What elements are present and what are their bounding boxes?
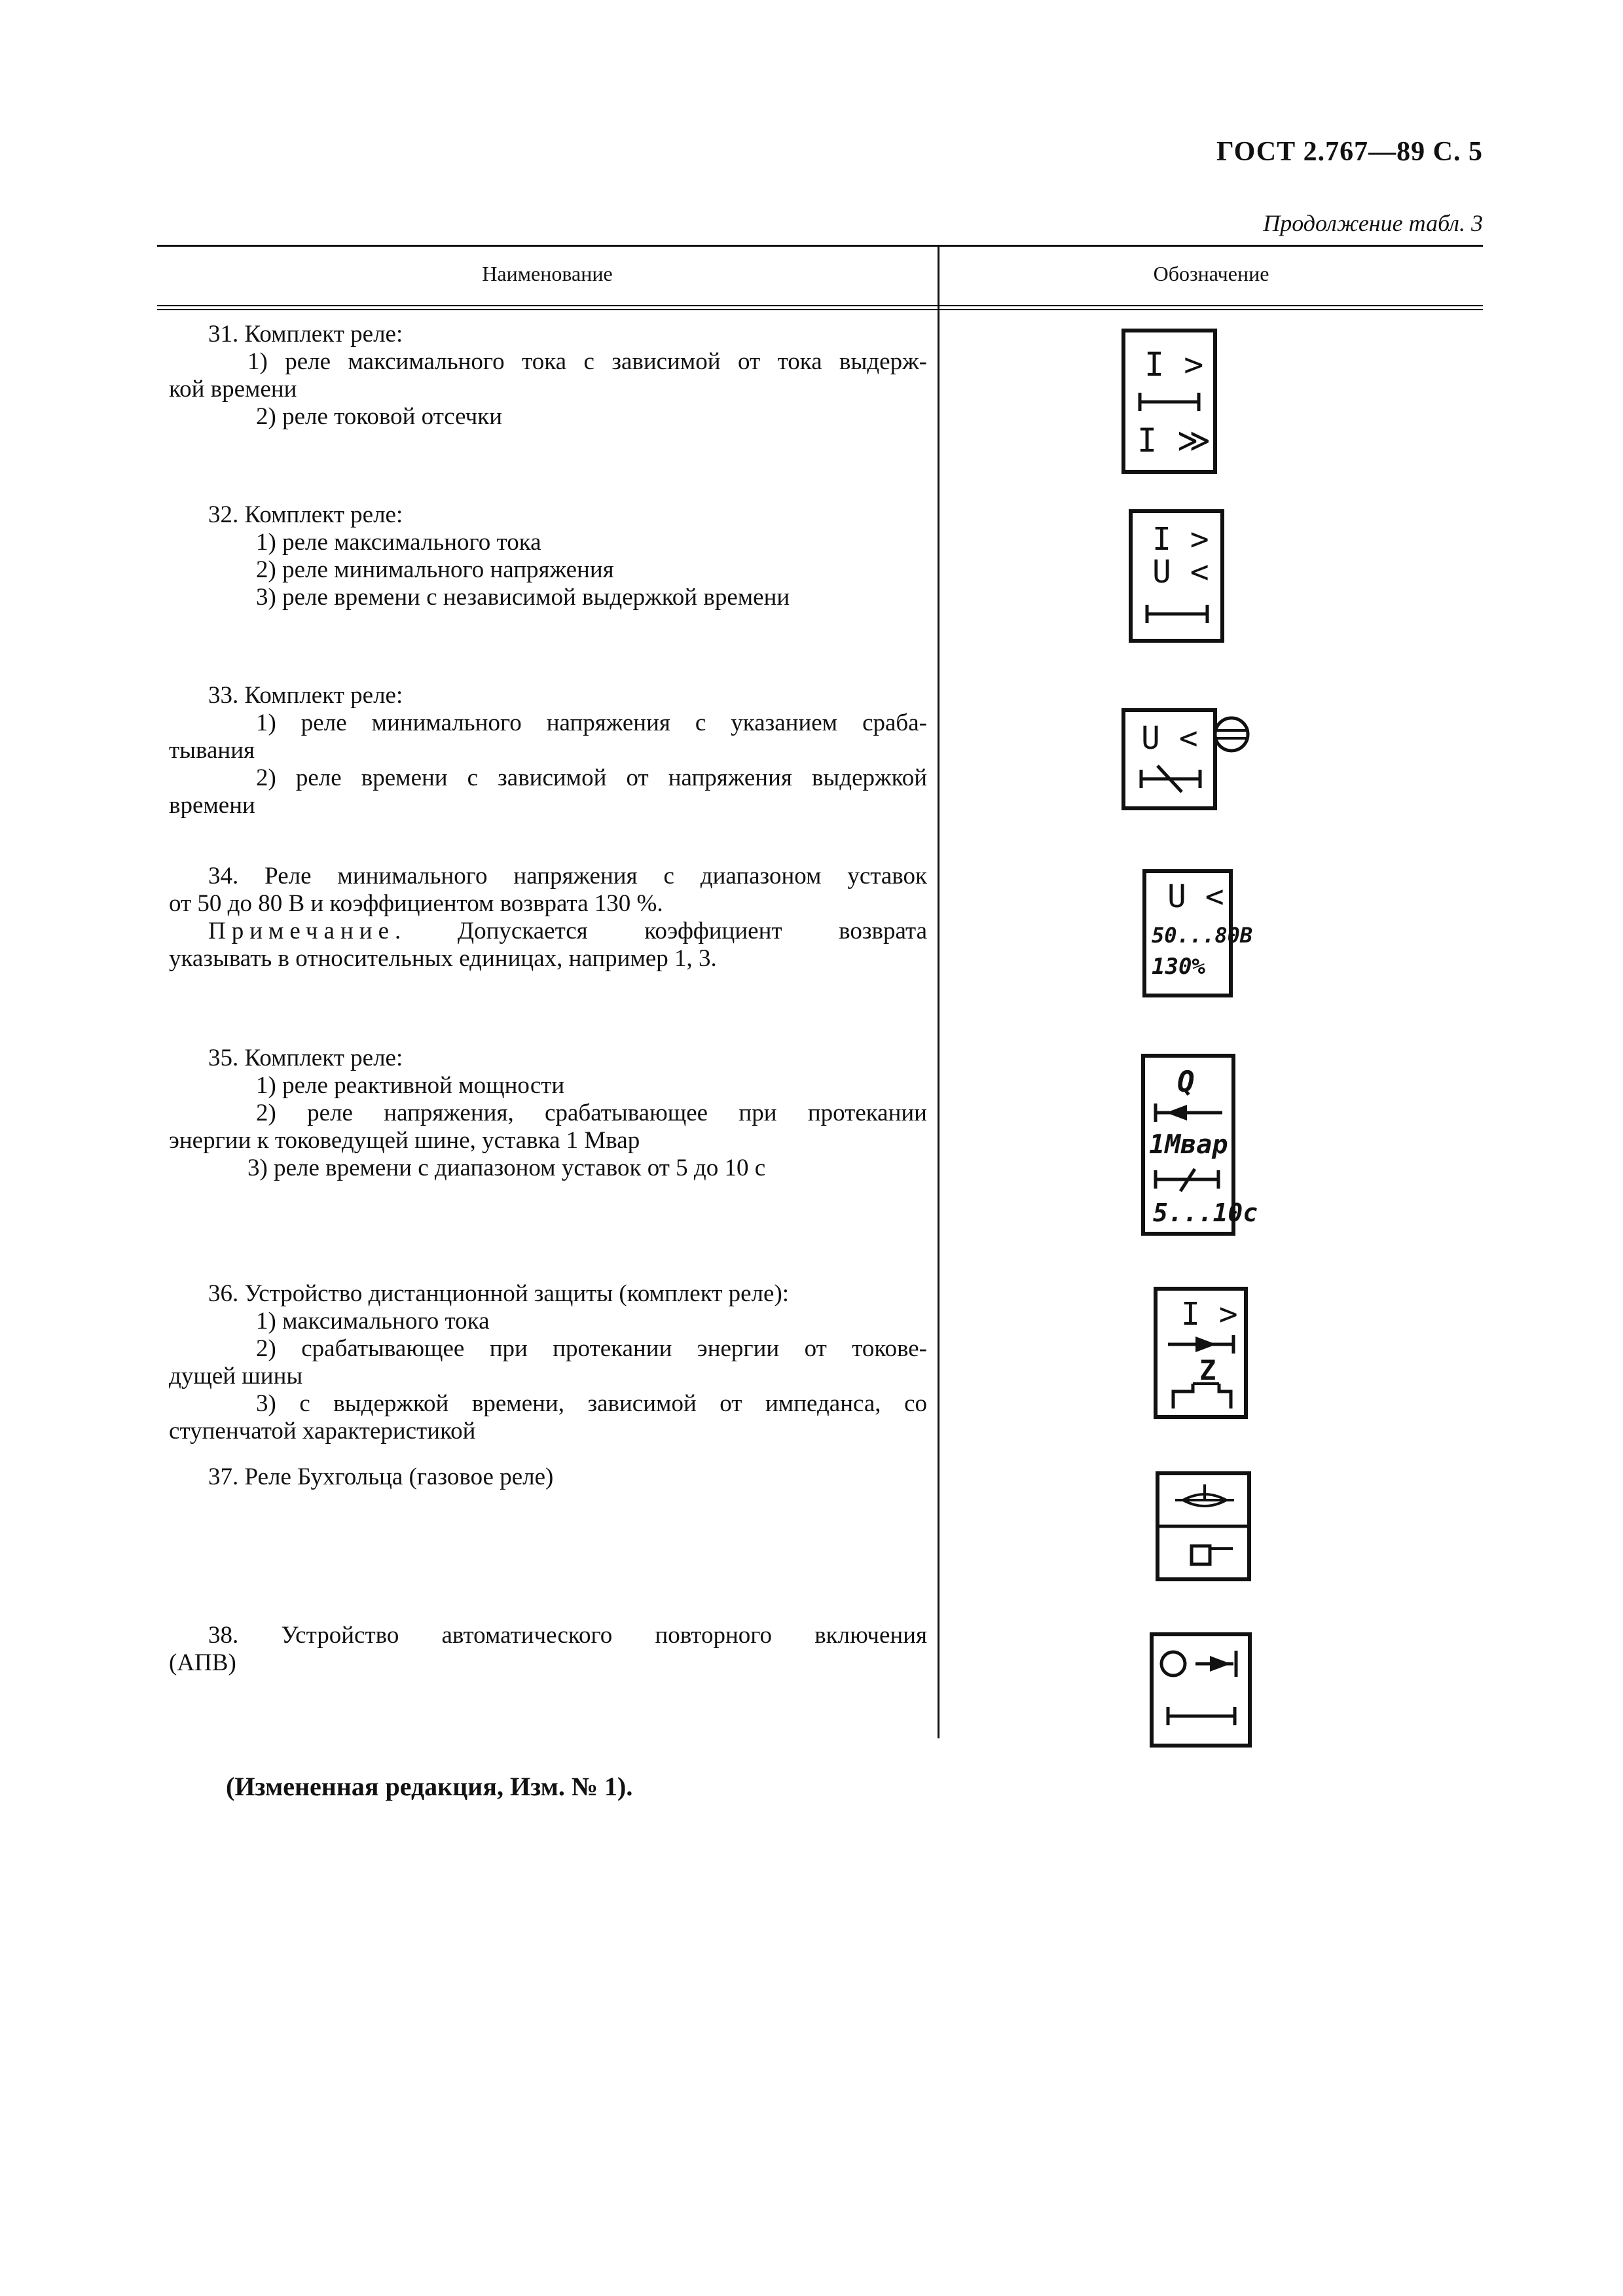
symbol-label: 5...10с	[1153, 1198, 1258, 1227]
amendment-note: (Измененная редакция, Изм. № 1).	[226, 1772, 633, 1801]
row-text-line: 3) реле времени с диапазоном уставок от 5 до 10 с	[247, 1155, 766, 1181]
symbol-label: U <	[1167, 878, 1224, 915]
row-text-line: 37. Реле Бухгольца (газовое реле)	[208, 1463, 554, 1490]
table-continuation-label: Продолжение табл. 3	[1263, 210, 1483, 236]
row-text-line: 38. Устройство автоматического повторного включения	[208, 1622, 927, 1649]
table-row-37	[169, 1463, 927, 1491]
row-text-line: от 50 до 80 В и коэффициентом возврата 130 %.	[169, 890, 663, 917]
row-text-line: 1) реле максимального тока с зависимой от тока выдерж-	[247, 348, 927, 375]
row-note-line: указывать в относительных единицах, например 1, 3.	[169, 945, 717, 972]
reactive-power-relay-set-symbol	[1141, 1054, 1258, 1238]
row-text-line: ступенчатой характеристикой	[169, 1418, 476, 1444]
row-text-line: 2) реле напряжения, срабатывающее при протекании	[256, 1100, 927, 1126]
symbol-label: U <	[1152, 554, 1209, 590]
row-text-line: 33. Комплект реле:	[208, 682, 403, 709]
row-text-line: времени	[169, 792, 255, 819]
table-row-33	[169, 682, 927, 819]
row-text-line: дущей шины	[169, 1363, 303, 1390]
distance-protection-symbol	[1154, 1287, 1252, 1422]
table-top-rule	[157, 245, 1483, 247]
undervoltage-relay-range-symbol	[1142, 869, 1253, 1000]
row-text-line: 1) реле реактивной мощности	[256, 1072, 565, 1099]
row-text-line: 1) реле максимального тока	[256, 529, 541, 556]
row-text-line: (АПВ)	[169, 1649, 236, 1676]
symbol-label: I >	[1181, 1296, 1238, 1333]
row-text-line: 34. Реле минимального напряжения с диапазоном уставок	[208, 863, 927, 889]
symbol-label: I >	[1144, 346, 1204, 384]
row-text-line: 36. Устройство дистанционной защиты (комплект реле):	[208, 1280, 790, 1307]
table-row-36	[169, 1280, 927, 1445]
row-text-line: 32. Комплект реле:	[208, 501, 403, 528]
row-text-line: 1) реле минимального напряжения с указанием сраба-	[256, 709, 927, 736]
row-text-line: 3) с выдержкой времени, зависимой от импеданса, со	[256, 1390, 927, 1417]
symbol-label: Q	[1177, 1066, 1195, 1099]
row-text-line: 2) реле токовой отсечки	[256, 403, 503, 430]
table-row-35	[169, 1045, 927, 1182]
row-note-line	[169, 918, 927, 945]
symbol-label: U <	[1141, 720, 1198, 757]
overcurrent-cutoff-relay-set-symbol	[1122, 329, 1220, 476]
symbol-label: 50...80В	[1152, 923, 1253, 948]
table-row-32	[169, 501, 927, 611]
buchholz-relay-symbol	[1156, 1471, 1254, 1583]
column-header-name: Наименование	[482, 262, 613, 285]
page-header-title: ГОСТ 2.767—89 С. 5	[1216, 137, 1483, 167]
row-text-line: 2) реле минимального напряжения	[256, 556, 614, 583]
note-label: Примечание	[208, 918, 395, 944]
row-text-line: 31. Комплект реле:	[208, 321, 403, 348]
note-text: . Допускается коэффициент возврата	[395, 918, 927, 944]
undervoltage-indicator-relay-set-symbol	[1122, 708, 1259, 813]
row-text-line: кой времени	[169, 376, 297, 403]
symbol-label: I ≫	[1137, 422, 1211, 459]
symbol-label: I >	[1152, 521, 1209, 558]
row-text-line: 2) срабатывающее при протекании энергии от токове-	[256, 1335, 927, 1362]
table-row-38	[169, 1622, 927, 1677]
table-row-31	[169, 321, 927, 431]
column-divider	[938, 245, 939, 1738]
row-text-line: 1) максимального тока	[256, 1308, 490, 1335]
table-row-34	[169, 863, 927, 973]
overcurrent-undervoltage-time-relay-set-symbol	[1129, 509, 1227, 644]
table-header-rule	[157, 305, 1483, 306]
auto-reclose-device-symbol	[1150, 1632, 1254, 1750]
symbol-label: 130%	[1152, 954, 1205, 980]
row-text-line: 2) реле времени с зависимой от напряжения выдержкой	[256, 764, 927, 791]
row-text-line: 35. Комплект реле:	[208, 1045, 403, 1071]
symbol-label: Z	[1199, 1354, 1216, 1386]
table-header-rule-second	[157, 309, 1483, 310]
symbol-label: 1Мвар	[1149, 1130, 1228, 1160]
row-text-line: 3) реле времени с независимой выдержкой времени	[256, 584, 790, 611]
row-text-line: тывания	[169, 737, 255, 764]
row-text-line: энергии к токоведущей шине, уставка 1 Мвар	[169, 1127, 640, 1154]
column-header-symbol: Обозначение	[1153, 262, 1269, 285]
